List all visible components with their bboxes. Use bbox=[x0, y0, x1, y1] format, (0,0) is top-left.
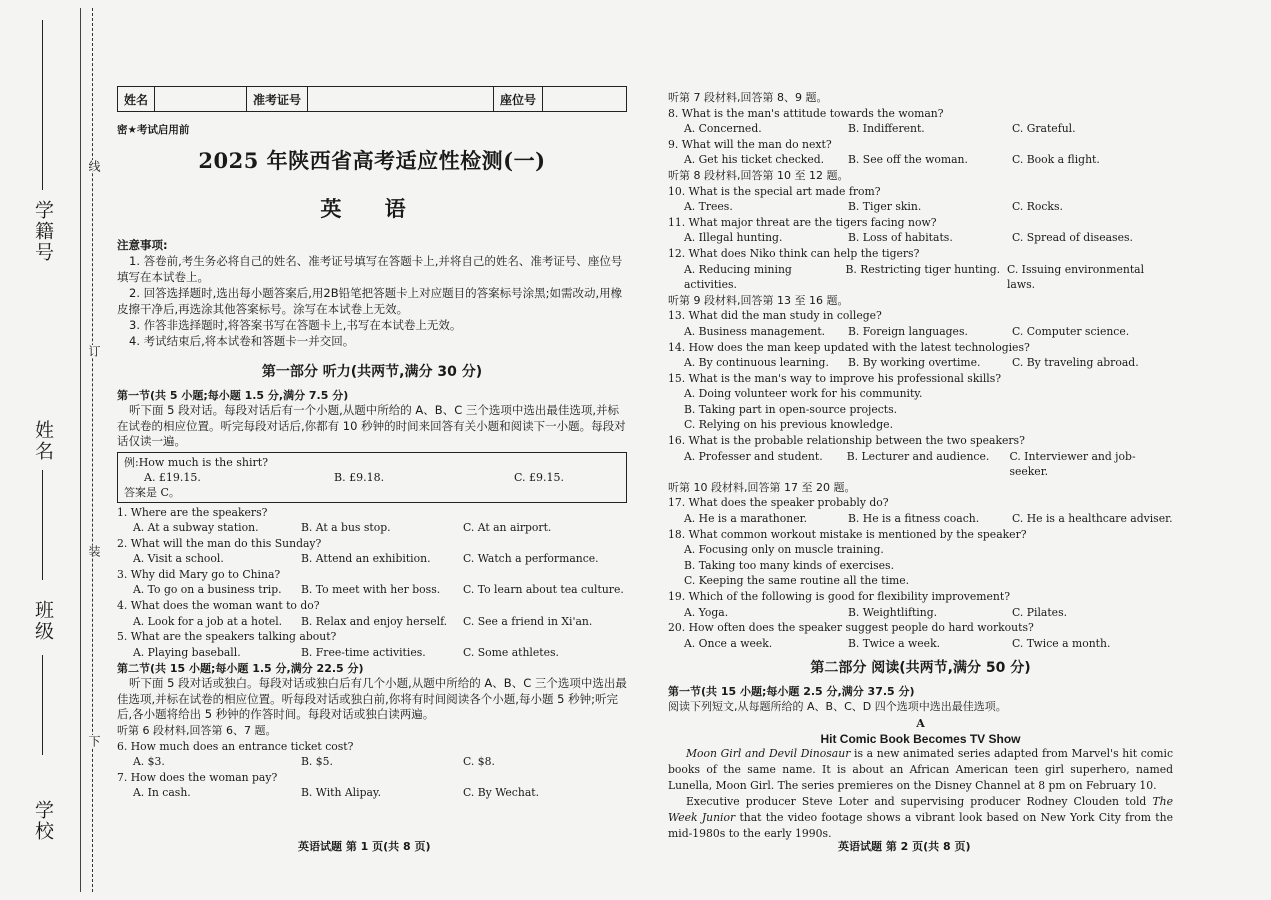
material-9-instruction: 听第 9 段材料,回答第 13 至 16 题。 bbox=[668, 293, 849, 307]
option-a: A. Reducing mining activities. bbox=[684, 262, 792, 292]
option-b: B. Relax and enjoy herself. bbox=[301, 614, 448, 628]
option-a: A. Look for a job at a hotel. bbox=[133, 614, 283, 628]
page-2 bbox=[668, 90, 1173, 842]
questions-13-14 bbox=[668, 308, 1173, 370]
question-text: 17. What does the speaker probably do? bbox=[668, 496, 889, 510]
question bbox=[668, 308, 1173, 339]
question bbox=[668, 589, 1173, 620]
page-1-footer: 英语试题 第 1 页(共 8 页) bbox=[298, 840, 431, 853]
question-text: 4. What does the woman want to do? bbox=[117, 599, 320, 613]
magazine-title: The Week Junior bbox=[668, 794, 1173, 824]
option-b: B. He is a fitness coach. bbox=[848, 512, 980, 526]
option-c: C. To learn about tea culture. bbox=[463, 583, 624, 597]
question bbox=[668, 246, 1173, 293]
option-c: C. Interviewer and job-seeker. bbox=[1009, 449, 1136, 479]
option-a: A. Professer and student. bbox=[684, 449, 823, 463]
question-text: 6. How much does an entrance ticket cost? bbox=[117, 739, 354, 753]
question-text: 3. Why did Mary go to China? bbox=[117, 567, 281, 581]
option-c: C. Book a flight. bbox=[1012, 153, 1100, 167]
option-b: B. $5. bbox=[301, 755, 333, 769]
note-item: 4. 考试结束后,将本试卷和答题卡一并交回。 bbox=[129, 334, 355, 348]
section2-title: 第二节(共 15 小题;每小题 1.5 分,满分 22.5 分) bbox=[117, 662, 364, 676]
question bbox=[117, 629, 627, 660]
question bbox=[668, 495, 1173, 526]
note-item: 1. 答卷前,考生务必将自己的姓名、准考证号填写在答题卡上,并将自己的姓名、准考证号、座位号填写在本试卷上。 bbox=[117, 254, 623, 284]
question bbox=[117, 536, 627, 567]
article-letter: A bbox=[916, 716, 925, 730]
question-text: 16. What is the probable relationship between the two speakers? bbox=[668, 434, 1025, 448]
note-item: 3. 作答非选择题时,将答案书写在答题卡上,书写在本试卷上无效。 bbox=[129, 318, 462, 332]
margin-rule bbox=[42, 655, 43, 755]
margin-label-student-id: 学籍号 bbox=[32, 200, 54, 263]
option-b: B. Foreign languages. bbox=[848, 324, 968, 338]
article-paragraph-1 bbox=[668, 746, 1173, 794]
question bbox=[117, 739, 627, 770]
option-c: C. Grateful. bbox=[1012, 122, 1076, 136]
paragraph-text: is a new animated series adapted from Marvel's hit comic books of the same name. It is about an African American teen girl superhero, named Lunella, Moon Girl. The series premieres on the Disney Channel at 8 pm on February 10. bbox=[668, 746, 1173, 792]
material-6-instruction: 听第 6 段材料,回答第 6、7 题。 bbox=[117, 723, 277, 737]
example-option-b: B. £9.18. bbox=[334, 470, 385, 484]
reading-instructions: 阅读下列短文,从每题所给的 A、B、C、D 四个选项中选出最佳选项。 bbox=[668, 700, 1007, 714]
page-2-footer: 英语试题 第 2 页(共 8 页) bbox=[838, 840, 971, 853]
option-c: C. Keeping the same routine all the time. bbox=[684, 574, 910, 588]
question bbox=[668, 184, 1173, 215]
margin-label-name: 姓名 bbox=[32, 420, 54, 462]
example-option-a: A. £19.15. bbox=[144, 470, 201, 484]
question-text: 8. What is the man's attitude towards the woman? bbox=[668, 106, 944, 120]
option-c: C. He is a healthcare adviser. bbox=[1012, 512, 1173, 526]
notes-heading: 注意事项: bbox=[117, 238, 168, 252]
question-16 bbox=[668, 433, 1173, 480]
series-title: Moon Girl and Devil Dinosaur bbox=[686, 746, 851, 760]
question-18 bbox=[668, 527, 1173, 589]
questions-1-5 bbox=[117, 505, 627, 661]
question-text: 2. What will the man do this Sunday? bbox=[117, 536, 322, 550]
option-b: B. Lecturer and audience. bbox=[846, 449, 990, 463]
cut-mark: 订 bbox=[87, 345, 101, 357]
option-a: A. At a subway station. bbox=[133, 521, 259, 535]
part2-title: 第二部分 阅读(共两节,满分 50 分) bbox=[810, 660, 1031, 677]
note-item: 2. 回答选择题时,选出每小题答案后,用2B铅笔把答题卡上对应题目的答案标号涂黑;如需改动,用橡皮擦干净后,再选涂其他答案标号。涂写在本试卷上无效。 bbox=[117, 286, 623, 316]
question-text: 11. What major threat are the tigers facing now? bbox=[668, 215, 937, 229]
paragraph-text: that the video footage shows a vibrant look based on New York City from the mid-1980s to the early 1990s. bbox=[668, 810, 1173, 840]
question bbox=[668, 106, 1173, 137]
option-c: C. Twice a month. bbox=[1012, 636, 1111, 650]
material-10-instruction: 听第 10 段材料,回答第 17 至 20 题。 bbox=[668, 480, 856, 494]
option-a: A. Concerned. bbox=[684, 122, 762, 136]
option-a: A. He is a marathoner. bbox=[684, 512, 808, 526]
question-text: 19. Which of the following is good for flexibility improvement? bbox=[668, 590, 1010, 603]
part1-title: 第一部分 听力(共两节,满分 30 分) bbox=[261, 364, 483, 380]
question bbox=[668, 137, 1173, 168]
option-b: B. Twice a week. bbox=[848, 636, 941, 650]
material-8-instruction: 听第 8 段材料,回答第 10 至 12 题。 bbox=[668, 168, 849, 182]
questions-8-9 bbox=[668, 106, 1173, 168]
option-a: A. Once a week. bbox=[684, 636, 773, 650]
option-b: B. Loss of habitats. bbox=[848, 231, 953, 245]
option-c: C. By Wechat. bbox=[463, 786, 540, 800]
option-c: C. Rocks. bbox=[1012, 200, 1063, 214]
option-a: A. Yoga. bbox=[684, 605, 729, 619]
option-b: B. By working overtime. bbox=[848, 356, 981, 370]
reading-section1-title: 第一节(共 15 小题;每小题 2.5 分,满分 37.5 分) bbox=[668, 685, 915, 699]
example-box bbox=[117, 452, 627, 503]
exam-subject: 英 语 bbox=[320, 196, 424, 221]
cut-mark: 下 bbox=[87, 735, 101, 747]
question-text: 1. Where are the speakers? bbox=[117, 505, 268, 519]
option-b: B. Indifferent. bbox=[848, 122, 925, 136]
example-answer: 答案是 C。 bbox=[124, 485, 180, 499]
question bbox=[117, 567, 627, 598]
question-text: 15. What is the man's way to improve his professional skills? bbox=[668, 371, 1002, 385]
exam-title: 2025 年陕西省高考适应性检测(一) bbox=[198, 148, 546, 173]
cut-mark: 线 bbox=[87, 160, 101, 172]
option-c: C. Watch a performance. bbox=[463, 552, 599, 566]
option-c: C. By traveling abroad. bbox=[1012, 356, 1139, 370]
question bbox=[668, 620, 1173, 651]
paragraph-text: Executive producer Steve Loter and supervising producer Rodney Clouden told bbox=[686, 794, 1153, 808]
option-a: A. In cash. bbox=[133, 786, 191, 800]
section1-title: 第一节(共 5 小题;每小题 1.5 分,满分 7.5 分) bbox=[117, 389, 349, 402]
option-a: A. Trees. bbox=[684, 200, 733, 214]
article-paragraph-2 bbox=[668, 794, 1173, 842]
question-text: 9. What will the man do next? bbox=[668, 137, 832, 151]
option-b: B. Weightlifting. bbox=[848, 605, 938, 619]
question-text: 7. How does the woman pay? bbox=[117, 770, 278, 784]
questions-19-20 bbox=[668, 589, 1173, 651]
option-c: C. Pilates. bbox=[1012, 605, 1068, 619]
option-c: C. Computer science. bbox=[1012, 324, 1130, 338]
binding-solid-line bbox=[80, 8, 81, 892]
question-text: 14. How does the man keep updated with the latest technologies? bbox=[668, 340, 1030, 354]
option-c: C. At an airport. bbox=[463, 521, 552, 535]
option-a: A. Get his ticket checked. bbox=[684, 153, 825, 167]
question-text: 12. What does Niko think can help the tigers? bbox=[668, 246, 920, 260]
margin-label-school: 学校 bbox=[32, 800, 54, 842]
option-b: B. Restricting tiger hunting. bbox=[845, 262, 1001, 276]
question bbox=[668, 215, 1173, 246]
binding-margin bbox=[0, 0, 100, 900]
margin-label-class: 班级 bbox=[32, 600, 54, 642]
name-label: 姓名 bbox=[118, 87, 155, 111]
binding-cut-line bbox=[92, 8, 93, 892]
option-a: A. Business management. bbox=[684, 324, 826, 338]
question-15 bbox=[668, 371, 1173, 433]
page-1 bbox=[117, 86, 627, 801]
exam-number-label: 准考证号 bbox=[247, 87, 308, 111]
option-c: C. $8. bbox=[463, 755, 495, 769]
cut-mark: 装 bbox=[87, 545, 101, 557]
question-text: 10. What is the special art made from? bbox=[668, 184, 881, 198]
option-c: C. Issuing environmental laws. bbox=[1006, 262, 1145, 292]
option-c: C. See a friend in Xi'an. bbox=[463, 614, 593, 628]
seat-label: 座位号 bbox=[494, 87, 543, 111]
question-17 bbox=[668, 495, 1173, 526]
option-b: B. Free-time activities. bbox=[301, 645, 426, 659]
question-text: 13. What did the man study in college? bbox=[668, 309, 882, 323]
option-c: C. Some athletes. bbox=[463, 645, 559, 659]
option-b: B. See off the woman. bbox=[848, 153, 968, 167]
material-7-instruction: 听第 7 段材料,回答第 8、9 题。 bbox=[668, 91, 828, 104]
option-b: B. Taking too many kinds of exercises. bbox=[684, 558, 895, 572]
option-b: B. Taking part in open-source projects. bbox=[684, 402, 898, 416]
option-b: B. Tiger skin. bbox=[848, 200, 922, 214]
option-a: A. Doing volunteer work for his community. bbox=[684, 387, 923, 401]
option-a: A. Illegal hunting. bbox=[684, 231, 783, 245]
questions-10-12 bbox=[668, 184, 1173, 293]
option-b: B. At a bus stop. bbox=[301, 521, 391, 535]
article-title: Hit Comic Book Becomes TV Show bbox=[820, 731, 1021, 746]
option-b: B. Attend an exhibition. bbox=[301, 552, 431, 566]
option-c: C. Spread of diseases. bbox=[1012, 231, 1133, 245]
question-text: 18. What common workout mistake is mentioned by the speaker? bbox=[668, 527, 1027, 541]
option-a: A. Visit a school. bbox=[133, 552, 224, 566]
confidential-mark: 密★考试启用前 bbox=[117, 124, 190, 136]
option-a: A. Playing baseball. bbox=[133, 645, 241, 659]
option-b: B. With Alipay. bbox=[301, 786, 382, 800]
question-text: 5. What are the speakers talking about? bbox=[117, 630, 337, 644]
option-a: A. To go on a business trip. bbox=[133, 583, 282, 597]
margin-rule bbox=[42, 20, 43, 190]
example-question: 例:How much is the shirt? bbox=[124, 455, 269, 469]
question bbox=[668, 340, 1173, 371]
question bbox=[117, 598, 627, 629]
example-option-c: C. £9.15. bbox=[514, 470, 565, 484]
section1-instructions: 听下面 5 段对话。每段对话后有一个小题,从题中所给的 A、B、C 三个选项中选出最佳选项,并标在试卷的相应位置。听完每段对话后,你都有 10 秒钟的时间来回答有关小题和阅读下一小题。每段对话仅读一遍。 bbox=[117, 403, 626, 448]
question bbox=[117, 770, 627, 801]
exam-notes bbox=[117, 237, 627, 349]
candidate-info-box bbox=[117, 86, 627, 112]
question bbox=[668, 433, 1173, 480]
question-text: 20. How often does the speaker suggest people do hard workouts? bbox=[668, 621, 1034, 635]
option-a: A. $3. bbox=[133, 755, 165, 769]
section2-instructions: 听下面 5 段对话或独白。每段对话或独白后有几个小题,从题中所给的 A、B、C 三个选项中选出最佳选项,并标在试卷的相应位置。听每段对话或独白前,你将有时间阅读各个小题,每小题 5 秒钟;听完后,各小题将给出 5 秒钟的作答时间。每段对话或独白读两遍。 bbox=[117, 676, 627, 722]
option-a: A. By continuous learning. bbox=[684, 356, 829, 370]
margin-rule bbox=[42, 470, 43, 580]
option-b: B. To meet with her boss. bbox=[301, 583, 441, 597]
option-a: A. Focusing only on muscle training. bbox=[684, 543, 884, 557]
questions-6-7 bbox=[117, 739, 627, 801]
option-c: C. Relying on his previous knowledge. bbox=[684, 418, 893, 432]
question bbox=[117, 505, 627, 536]
